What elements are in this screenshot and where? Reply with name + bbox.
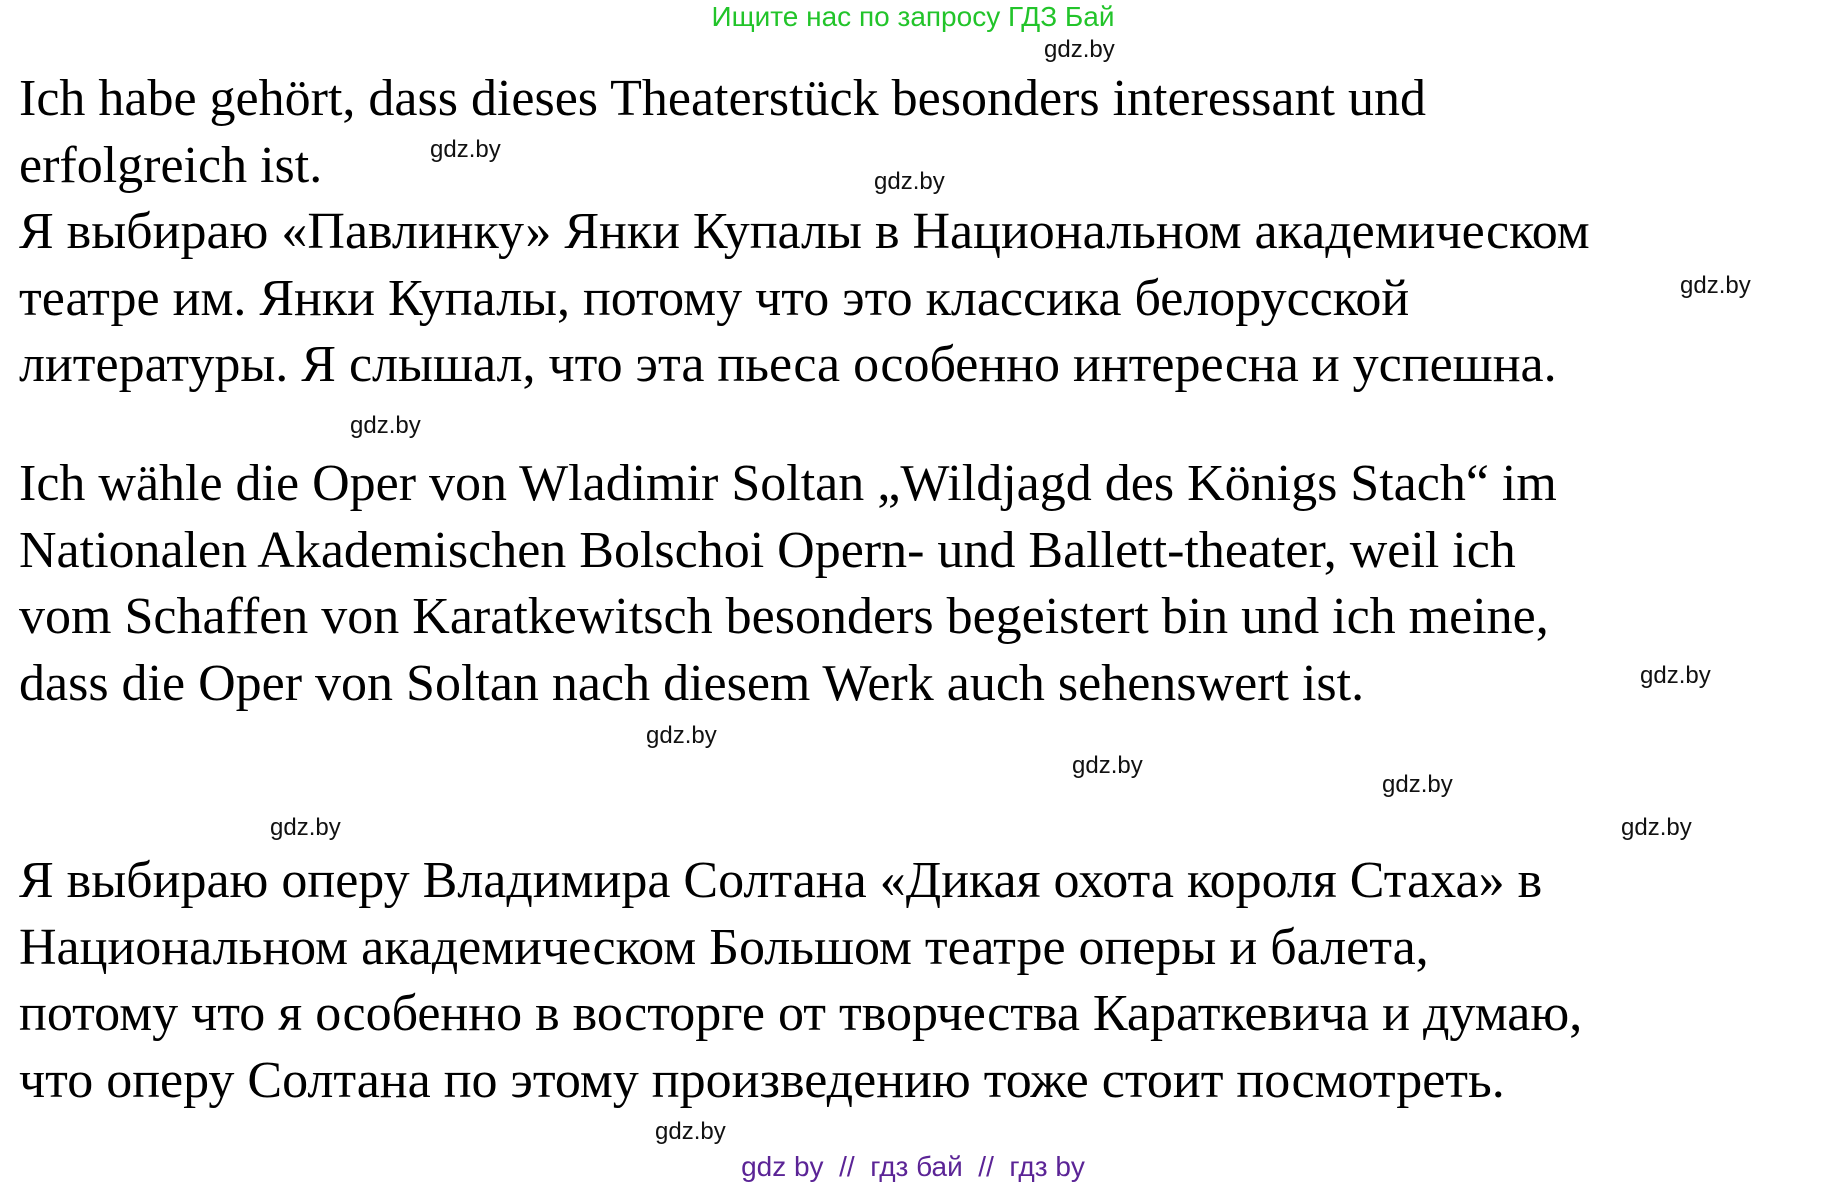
text-line: театре им. Янки Купалы, потому что это классика белорусской — [19, 269, 1410, 327]
text-line: Я выбираю «Павлинку» Янки Купалы в Национальном академическом — [19, 203, 1590, 260]
watermark: gdz.by — [1072, 752, 1143, 779]
footer-links: gdz by // гдз бай // гдз by — [741, 1151, 1085, 1182]
search-hint-banner: Ищите нас по запросу ГДЗ Бай — [711, 1, 1115, 32]
text-line: Ich habe gehört, dass dieses Theaterstück besonders interessant und — [19, 70, 1426, 127]
text-line: Я выбираю оперу Владимира Солтана «Дикая охота короля Стаха» в — [19, 852, 1543, 909]
text-line: Ich wähle die Oper von Wladimir Soltan „Wildjagd des Königs Stach“ im — [19, 455, 1557, 512]
paragraph-russian-1 — [19, 199, 1590, 399]
watermark: gdz.by — [1382, 771, 1453, 798]
watermark: gdz.by — [1621, 814, 1692, 841]
watermark: gdz.by — [1044, 36, 1115, 63]
watermark: gdz.by — [646, 722, 717, 749]
text-line: что оперу Солтана по этому произведению тоже стоит посмотреть. — [19, 1051, 1505, 1109]
text-line: литературы. Я слышал, что эта пьеса особенно интересна и успешна. — [19, 336, 1557, 393]
text-line: erfolgreich ist. — [19, 136, 323, 194]
text-line: Национальном академическом Большом театре оперы и балета, — [19, 918, 1429, 976]
watermark: gdz.by — [1640, 662, 1711, 689]
watermark: gdz.by — [655, 1118, 726, 1145]
watermark: gdz.by — [1680, 272, 1751, 299]
text-line: Nationalen Akademischen Bolschoi Opern- und Ballett-theater, weil ich — [19, 521, 1516, 579]
watermark: gdz.by — [874, 168, 945, 195]
paragraph-german-2 — [19, 451, 1557, 717]
text-line: dass die Oper von Soltan nach diesem Werk auch sehenswert ist. — [19, 654, 1365, 712]
watermark: gdz.by — [350, 412, 421, 439]
paragraph-russian-2 — [19, 848, 1582, 1114]
paragraph-german-1 — [19, 66, 1426, 199]
watermark: gdz.by — [430, 136, 501, 163]
text-line: vom Schaffen von Karatkewitsch besonders begeistert bin und ich meine, — [19, 588, 1549, 645]
watermark: gdz.by — [270, 814, 341, 841]
text-line: потому что я особенно в восторге от творчества Караткевича и думаю, — [19, 985, 1583, 1042]
